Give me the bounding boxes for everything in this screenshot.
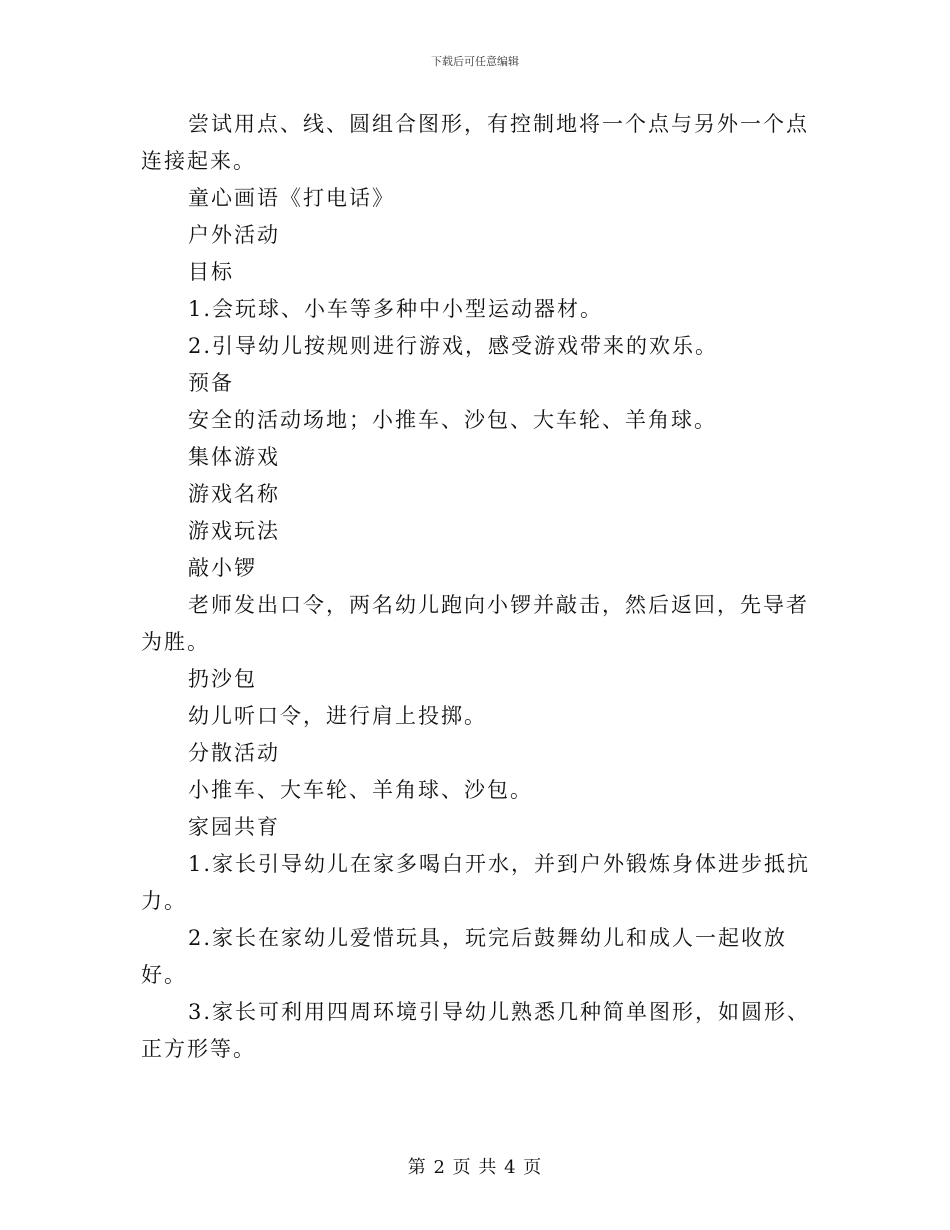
paragraph: 敲小锣 xyxy=(188,556,257,580)
paragraph: 小推车、大车轮、羊角球、沙包。 xyxy=(188,778,533,802)
paragraph: 预备 xyxy=(188,371,234,395)
paragraph: 分散活动 xyxy=(188,741,280,765)
paragraph: 游戏名称 xyxy=(188,482,280,506)
paragraph: 家园共育 xyxy=(188,815,280,839)
paragraph: 幼儿听口令，进行肩上投掷。 xyxy=(188,704,487,728)
paragraph: 尝试用点、线、圆组合图形，有控制地将一个点与另外一个点连接起来。 xyxy=(141,112,809,173)
paragraph: 1.会玩球、小车等多种中小型运动器材。 xyxy=(188,297,604,321)
paragraph: 游戏玩法 xyxy=(188,519,280,543)
paragraph: 2.家长在家幼儿爱惜玩具，玩完后鼓舞幼儿和成人一起收放好。 xyxy=(141,926,788,987)
paragraph: 3.家长可利用四周环境引导幼儿熟悉几种简单图形，如圆形、正方形等。 xyxy=(141,1000,811,1061)
document-body xyxy=(141,106,811,1068)
paragraph: 户外活动 xyxy=(188,223,280,247)
paragraph: 扔沙包 xyxy=(188,667,257,691)
paragraph: 童心画语《打电话》 xyxy=(188,186,395,210)
paragraph: 目标 xyxy=(188,260,234,284)
paragraph: 安全的活动场地；小推车、沙包、大车轮、羊角球。 xyxy=(188,408,717,432)
page-footer: 第 2 页 共 4 页 xyxy=(407,1157,543,1178)
paragraph: 老师发出口令，两名幼儿跑向小锣并敲击，然后返回，先导者为胜。 xyxy=(141,593,809,654)
page-header: 下载后可任意编辑 xyxy=(431,55,519,68)
paragraph: 2.引导幼儿按规则进行游戏，感受游戏带来的欢乐。 xyxy=(188,334,719,358)
paragraph: 1.家长引导幼儿在家多喝白开水，并到户外锻炼身体进步抵抗力。 xyxy=(141,852,811,913)
paragraph: 集体游戏 xyxy=(188,445,280,469)
